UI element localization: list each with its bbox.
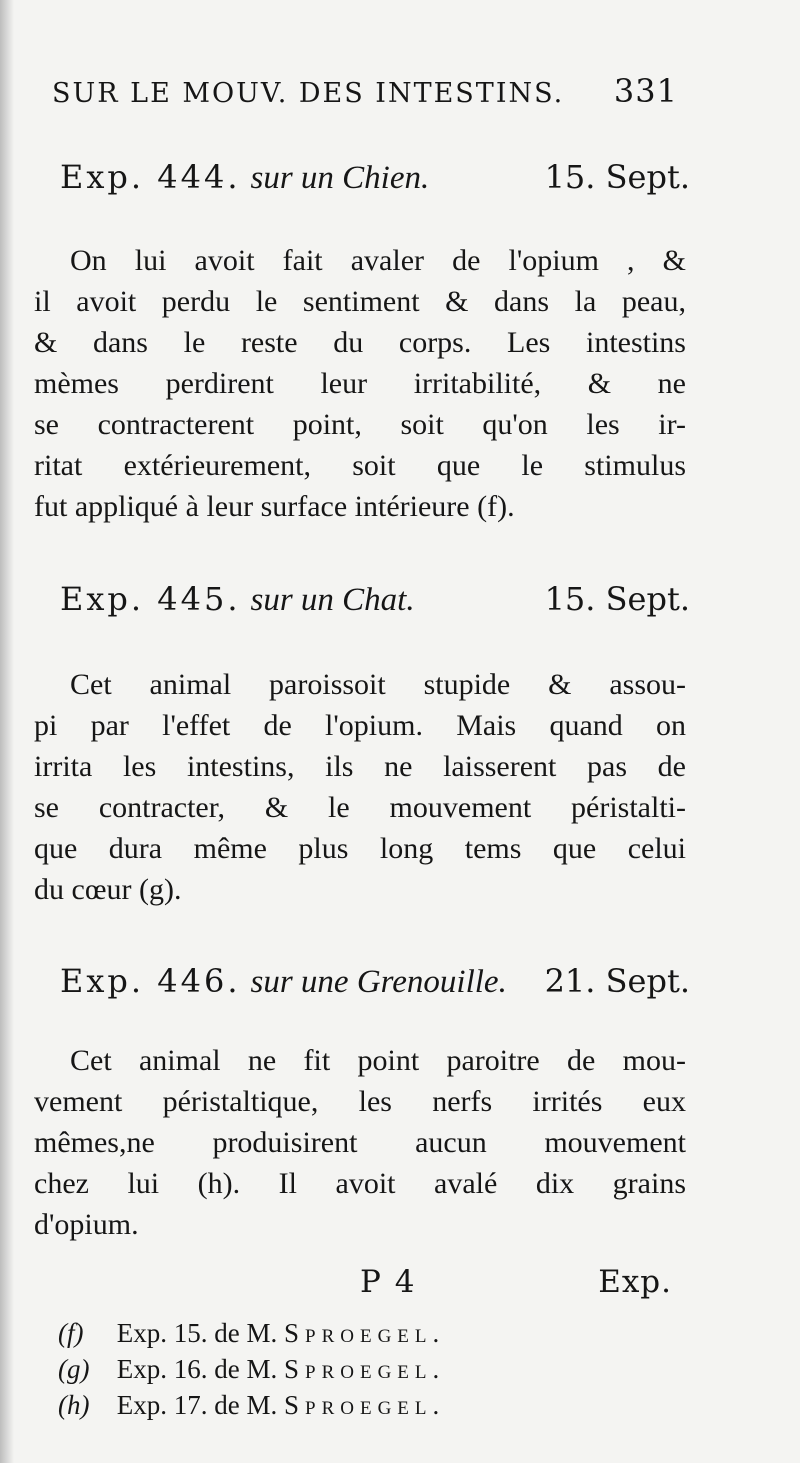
text-line: se contracter, & le mouvement péristalti- xyxy=(34,791,686,824)
text-line: irrita les intestins, ils ne laisserent pas de xyxy=(34,750,686,783)
text-line: mèmes perdirent leur irritabilité, & ne xyxy=(34,367,686,400)
text-line: du cœur (g). xyxy=(34,873,182,906)
experiment-date: 15. Sept. xyxy=(544,580,690,618)
experiment-prefix: Exp. xyxy=(60,580,145,618)
text-line: Cet animal paroissoit stupide & assou- xyxy=(70,668,686,701)
footnote-author: Sproegel. xyxy=(283,1318,446,1348)
page-gutter xyxy=(0,0,14,1463)
signature-mark: P 4 xyxy=(360,1264,417,1300)
text-line: fut appliqué à leur surface intérieure (f). xyxy=(34,490,515,523)
footnote-f xyxy=(58,1315,618,1351)
experiment-heading-444 xyxy=(60,158,690,197)
text-line: Cet animal ne fit point paroitre de mou- xyxy=(70,1044,686,1077)
experiment-text-444 xyxy=(34,240,686,527)
text-line: pi par l'effet de l'opium. Mais quand on xyxy=(34,709,686,742)
footnote-mark: (g) xyxy=(58,1354,90,1384)
experiment-number: 444. xyxy=(157,158,241,196)
footnote-g xyxy=(58,1351,618,1387)
page-number: 331 xyxy=(613,72,678,110)
text-line: vement péristaltique, les nerfs irrités eux xyxy=(34,1085,686,1118)
experiment-subject: sur un Chien. xyxy=(250,160,430,196)
footnote-mark: (h) xyxy=(58,1390,90,1420)
text-line: se contracterent point, soit qu'on les ir- xyxy=(34,408,686,441)
experiment-text-445 xyxy=(34,664,686,910)
experiment-heading-445 xyxy=(60,580,690,619)
experiment-subject: sur une Grenouille. xyxy=(250,964,507,1000)
text-line: d'opium. xyxy=(34,1208,139,1241)
footnotes xyxy=(58,1315,618,1423)
text-line: que dura même plus long tems que celui xyxy=(34,832,686,865)
footnote-text: Exp. 15. de M. xyxy=(116,1318,278,1348)
experiment-prefix: Exp. xyxy=(60,962,145,1000)
footnote-text: Exp. 16. de M. xyxy=(116,1354,278,1384)
running-head-title: SUR LE MOUV. DES INTESTINS. xyxy=(52,78,565,109)
text-line: il avoit perdu le sentiment & dans la peau, xyxy=(34,285,686,318)
text-line: & dans le reste du corps. Les intestins xyxy=(34,326,686,359)
experiment-prefix: Exp. xyxy=(60,158,145,196)
experiment-subject: sur un Chat. xyxy=(250,582,415,618)
experiment-heading-446 xyxy=(60,962,690,1001)
footnote-author: Sproegel. xyxy=(283,1354,446,1384)
footnote-text: Exp. 17. de M. xyxy=(116,1390,278,1420)
text-line: On lui avoit fait avaler de l'opium , & xyxy=(70,244,686,277)
text-line: chez lui (h). Il avoit avalé dix grains xyxy=(34,1167,686,1200)
experiment-date: 15. Sept. xyxy=(544,158,690,196)
catchword: Exp. xyxy=(598,1264,672,1300)
experiment-text-446 xyxy=(34,1040,686,1245)
text-line: mêmes,ne produisirent aucun mouvement xyxy=(34,1126,686,1159)
footnote-h xyxy=(58,1387,618,1423)
experiment-date: 21. Sept. xyxy=(544,962,690,1000)
experiment-number: 445. xyxy=(157,580,241,618)
footnote-author: Sproegel. xyxy=(283,1390,446,1420)
running-head xyxy=(52,72,692,122)
footnote-mark: (f) xyxy=(58,1318,84,1348)
text-line: ritat extérieurement, soit que le stimulus xyxy=(34,449,686,482)
experiment-number: 446. xyxy=(157,962,241,1000)
